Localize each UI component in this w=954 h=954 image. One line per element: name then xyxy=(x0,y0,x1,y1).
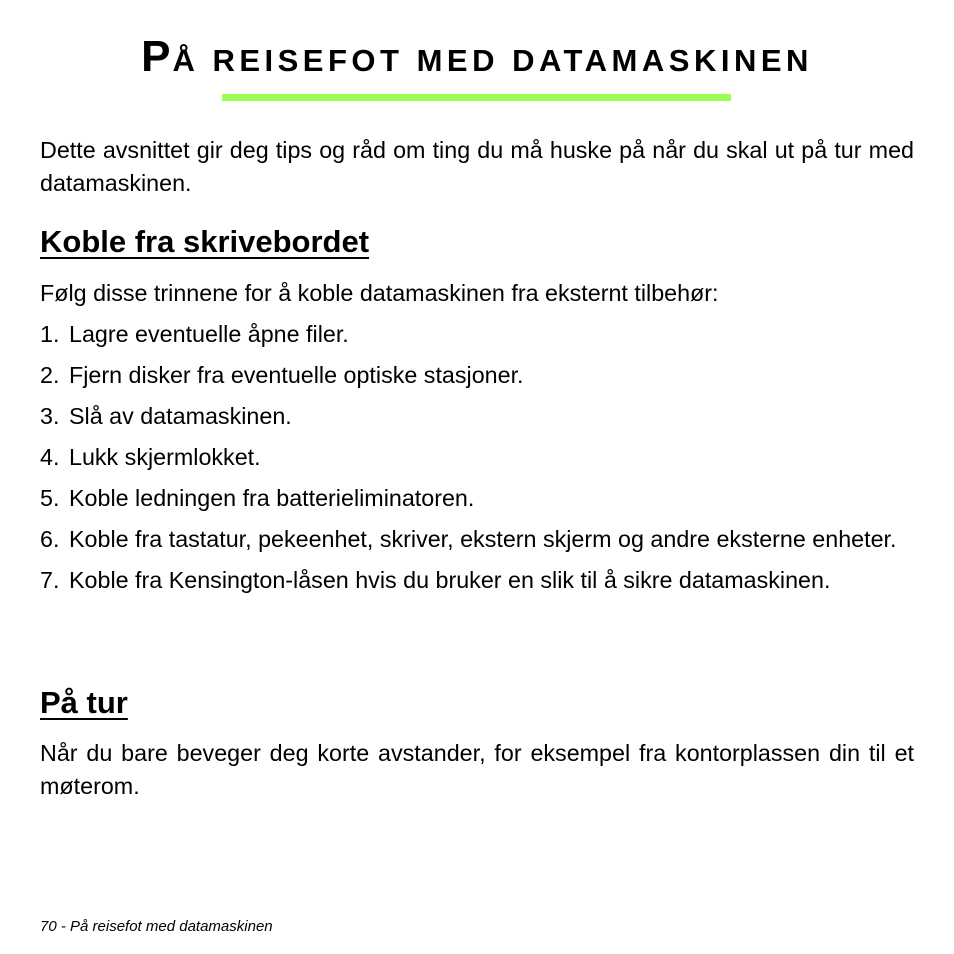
list-item xyxy=(40,359,914,392)
title-accent-bar xyxy=(222,94,731,101)
list-item-text: Koble ledningen fra batterieliminatoren. xyxy=(69,485,475,511)
list-item xyxy=(40,318,914,351)
section-body-paragraph: Når du bare beveger deg korte avstander, for eksempel fra kontorplassen din til et møterom. xyxy=(40,740,914,799)
page-title-initial: P xyxy=(141,32,173,81)
section-heading-pa-tur: På tur xyxy=(40,685,128,720)
page-title xyxy=(40,26,914,92)
list-item-text: Koble fra Kensington-låsen hvis du bruker en slik til å sikre datamaskinen. xyxy=(69,567,831,593)
list-item xyxy=(40,400,914,433)
list-item-number: 2. xyxy=(40,362,60,388)
section-lead-paragraph: Følg disse trinnene for å koble datamaskinen fra eksternt tilbehør: xyxy=(40,280,719,306)
document-page xyxy=(40,0,914,954)
intro-paragraph: Dette avsnittet gir deg tips og råd om ting du må huske på når du skal ut på tur med datamaskinen. xyxy=(40,137,914,196)
list-item-text: Slå av datamaskinen. xyxy=(69,403,292,429)
list-item xyxy=(40,564,914,597)
list-item-text: Fjern disker fra eventuelle optiske stasjoner. xyxy=(69,362,524,388)
list-item-text: Koble fra tastatur, pekeenhet, skriver, ekstern skjerm og andre eksterne enheter. xyxy=(69,526,897,552)
list-item-number: 5. xyxy=(40,485,60,511)
list-item-number: 4. xyxy=(40,444,60,470)
list-item-number: 1. xyxy=(40,321,60,347)
section-heading-koble-fra-skrivebordet: Koble fra skrivebordet xyxy=(40,224,370,259)
disconnect-steps-list xyxy=(40,318,914,605)
page-footer: 70 - På reisefot med datamaskinen xyxy=(40,918,273,935)
list-item xyxy=(40,523,914,556)
list-item xyxy=(40,441,914,474)
list-item xyxy=(40,482,914,515)
list-item-number: 3. xyxy=(40,403,60,429)
list-item-number: 7. xyxy=(40,567,60,593)
page-title-rest: Å REISEFOT MED DATAMASKINEN xyxy=(172,43,813,78)
list-item-number: 6. xyxy=(40,526,60,552)
list-item-text: Lukk skjermlokket. xyxy=(69,444,261,470)
list-item-text: Lagre eventuelle åpne filer. xyxy=(69,321,349,347)
